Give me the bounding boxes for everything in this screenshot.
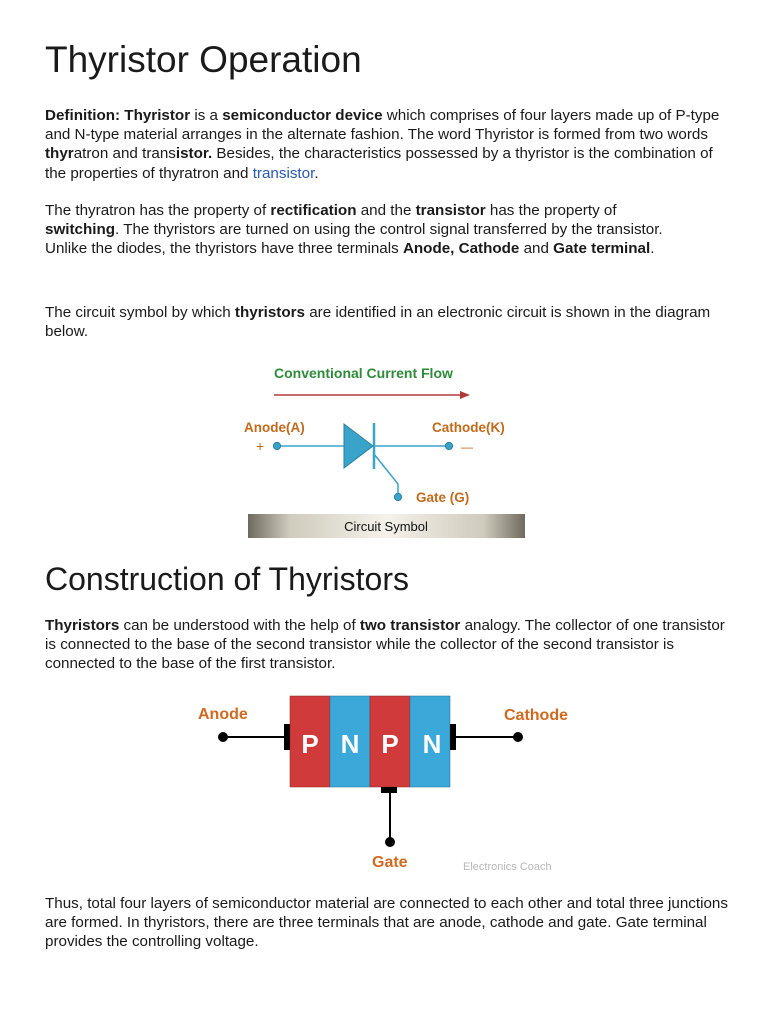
conclusion-paragraph: Thus, total four layers of semiconductor material are connected to each other and total three junctions are formed. In thyristors, there are three terminals that are anode, cathode and gate. Gate terminal provides the controlling voltage. [45, 895, 728, 951]
switching-term: switching [45, 221, 116, 239]
cathode-terminal [445, 442, 452, 449]
text: atron and trans [73, 145, 176, 163]
gate-wire [374, 454, 398, 496]
definition-paragraph [45, 106, 735, 183]
gate-label: Gate (G) [416, 490, 470, 505]
two-transistor-term: two transistor [359, 617, 461, 634]
thyristors-term: Thyristors [45, 617, 120, 634]
text: . The thyristors are turned on using the control signal transferred by the transistor. Unlike the diodes, the thyristors have three terminals [45, 221, 663, 258]
cathode-label: Cathode(K) [432, 420, 505, 435]
layer-p1-label: P [301, 729, 319, 759]
anode-label: Anode [198, 706, 248, 723]
cathode-terminal [513, 732, 523, 742]
transistor-term: transistor [415, 202, 486, 219]
definition-label: Definition: [45, 107, 125, 124]
definition-term: Thyristor [124, 107, 191, 124]
gate-contact [381, 787, 397, 793]
text: are identified in an electronic circuit is shown in the diagram below. [45, 304, 711, 341]
text: The circuit symbol by which [45, 304, 235, 321]
construction-paragraph [45, 616, 735, 674]
thyristors-term: thyristors [234, 304, 305, 321]
text: and [519, 240, 554, 258]
text: and the [356, 202, 416, 219]
istor-term: istor. [175, 145, 213, 163]
anode-contact [284, 724, 290, 750]
text: is a [190, 107, 223, 124]
transistor-link[interactable]: transistor [252, 164, 315, 182]
device-term: semiconductor device [222, 107, 383, 124]
flow-label: Conventional Current Flow [274, 365, 453, 381]
text: can be understood with the help of [119, 617, 360, 634]
text: The thyratron has the property of [45, 202, 271, 219]
anode-terminal [273, 442, 280, 449]
property-paragraph [45, 201, 670, 259]
text: which comprises of four layers made up of P-type and N-type material arranges in the alternate fashion. The word Thyristor is formed from two words [45, 107, 720, 144]
text: . [650, 240, 655, 258]
thyristor-triangle [344, 424, 373, 468]
gate-terminal [394, 493, 401, 500]
text: has the property of [485, 202, 617, 219]
page-title: Thyristor Operation [45, 39, 362, 80]
gate-terminal [385, 837, 395, 847]
plus-sign: + [256, 438, 265, 454]
cathode-contact [450, 724, 456, 750]
circuit-symbol-figure [240, 358, 532, 543]
text: . [314, 164, 319, 182]
construction-title: Construction of Thyristors [45, 561, 409, 597]
thyr-term: thyr [45, 145, 74, 163]
watermark: Electronics Coach [463, 861, 552, 873]
symbol-intro-paragraph [45, 303, 735, 341]
rectification-term: rectification [270, 202, 357, 219]
layer-p2-label: P [381, 729, 399, 759]
anode-label: Anode(A) [244, 420, 305, 435]
gate-label: Gate [372, 854, 408, 871]
text: Besides, the characteristics possessed by a thyristor is the combination of the properties of thyratron and [45, 145, 713, 182]
pnpn-layers-figure [190, 690, 590, 880]
anode-terminal [218, 732, 228, 742]
layer-n1-label: N [340, 729, 360, 759]
layer-n2-label: N [422, 729, 442, 759]
minus-sign: — [461, 440, 473, 454]
terminals-term: Anode, Cathode [402, 240, 520, 258]
caption-text: Circuit Symbol [344, 519, 428, 534]
flow-arrow-head [460, 391, 470, 399]
text: analogy. The collector of one transistor is connected to the base of the second transistor while the collector of the second transistor is connected to the base of the first transistor. [45, 617, 725, 673]
cathode-label: Cathode [504, 707, 568, 724]
gate-term: Gate terminal [553, 240, 651, 258]
